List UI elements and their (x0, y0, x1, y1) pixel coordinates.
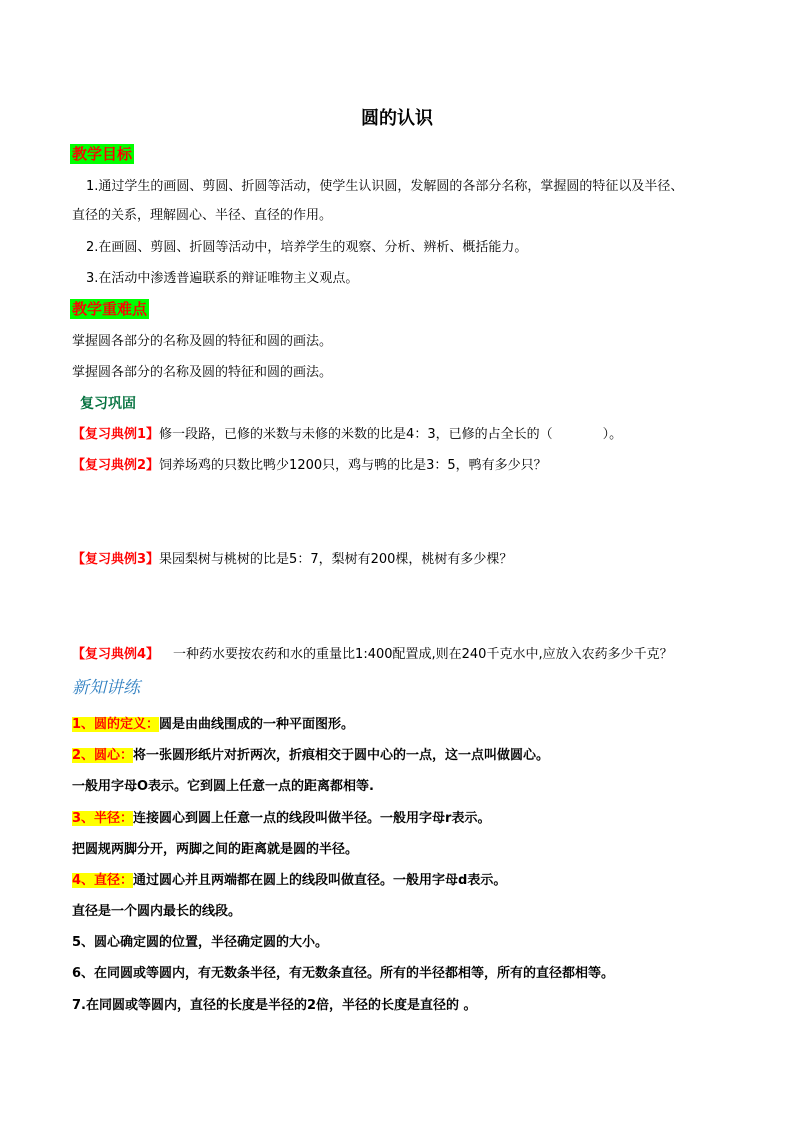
review-item-3 (72, 551, 512, 569)
knowledge-2 (72, 747, 549, 765)
knowledge-6: 6、在同圆或等圆内，有无数条半径，有无数条直径。所有的半径都相等，所有的直径都相等。 (72, 966, 615, 981)
review-item-2 (72, 457, 547, 475)
knowledge-1-text: 圆是由曲线围成的一种平面图形。 (159, 717, 355, 732)
review-item-1-tail: ）。 (602, 427, 623, 442)
key-points-heading (70, 300, 149, 320)
goals-heading-label: 教学目标 (72, 145, 133, 163)
review-item-2-text: 饲养场鸡的只数比鸭少1200只，鸡与鸭的比是3：5，鸭有多少只？ (159, 458, 547, 473)
review-item-4 (72, 646, 673, 664)
goals-line-1a: 1.通过学生的画圆、剪圆、折圆等活动，使学生认识圆，发解圆的各部分名称，掌握圆的特征以及半径、 (86, 179, 684, 194)
review-item-1-tag: 【复习典例1】 (72, 427, 160, 442)
key-points-heading-label: 教学重难点 (72, 300, 148, 318)
review-item-1 (72, 426, 622, 444)
knowledge-3 (72, 810, 490, 828)
knowledge-1-label: 1、圆的定义： (72, 717, 160, 732)
knowledge-2-note: 一般用字母O表示。它到圆上任意一点的距离都相等. (72, 779, 374, 794)
goals-line-1b: 直径的关系，理解圆心、半径、直径的作用。 (72, 208, 333, 223)
goals-line-2: 2.在画圆、剪圆、折圆等活动中，培养学生的观察、分析、辨析、概括能力。 (86, 240, 528, 255)
knowledge-7: 7.在同圆或等圆内，直径的长度是半径的2倍，半径的长度是直径的 。 (72, 998, 477, 1013)
knowledge-4-note: 直径是一个圆内最长的线段。 (72, 904, 242, 919)
knowledge-5: 5、圆心确定圆的位置，半径确定圆的大小。 (72, 935, 329, 950)
review-item-1-text: 修一段路，已修的米数与未修的米数的比是4：3，已修的占全长的（ (159, 427, 553, 442)
new-knowledge-heading: 新知讲练 (72, 678, 140, 698)
review-heading: 复习巩固 (80, 396, 136, 412)
knowledge-4-text: 通过圆心并且两端都在圆上的线段叫做直径。一般用字母d表示。 (133, 873, 507, 888)
knowledge-3-text: 连接圆心到圆上任意一点的线段叫做半径。一般用字母r表示。 (133, 811, 491, 826)
review-item-3-text: 果园梨树与桃树的比是5：7，梨树有200棵，桃树有多少棵？ (159, 552, 513, 567)
knowledge-4 (72, 872, 506, 890)
key-points-line-2: 掌握圆各部分的名称及圆的特征和圆的画法。 (72, 365, 333, 380)
knowledge-3-note: 把圆规两脚分开，两脚之间的距离就是圆的半径。 (72, 842, 359, 857)
review-item-4-text: 一种药水要按农药和水的重量比1:400配置成,则在240千克水中,应放入农药多少千克？ (173, 647, 673, 662)
review-item-2-tag: 【复习典例2】 (72, 458, 160, 473)
page-title: 圆的认识 (361, 108, 433, 129)
knowledge-3-label: 3、半径： (72, 811, 134, 826)
review-item-3-tag: 【复习典例3】 (72, 552, 160, 567)
knowledge-2-text: 将一张圆形纸片对折两次，折痕相交于圆中心的一点，这一点叫做圆心。 (133, 748, 550, 763)
review-item-4-tag: 【复习典例4】 (72, 647, 160, 662)
goals-heading (70, 145, 134, 165)
knowledge-2-label: 2、圆心： (72, 748, 134, 763)
knowledge-4-label: 4、直径： (72, 873, 134, 888)
knowledge-1 (72, 716, 354, 734)
key-points-line-1: 掌握圆各部分的名称及圆的特征和圆的画法。 (72, 334, 333, 349)
goals-line-3: 3.在活动中渗透普遍联系的辩证唯物主义观点。 (86, 271, 359, 286)
